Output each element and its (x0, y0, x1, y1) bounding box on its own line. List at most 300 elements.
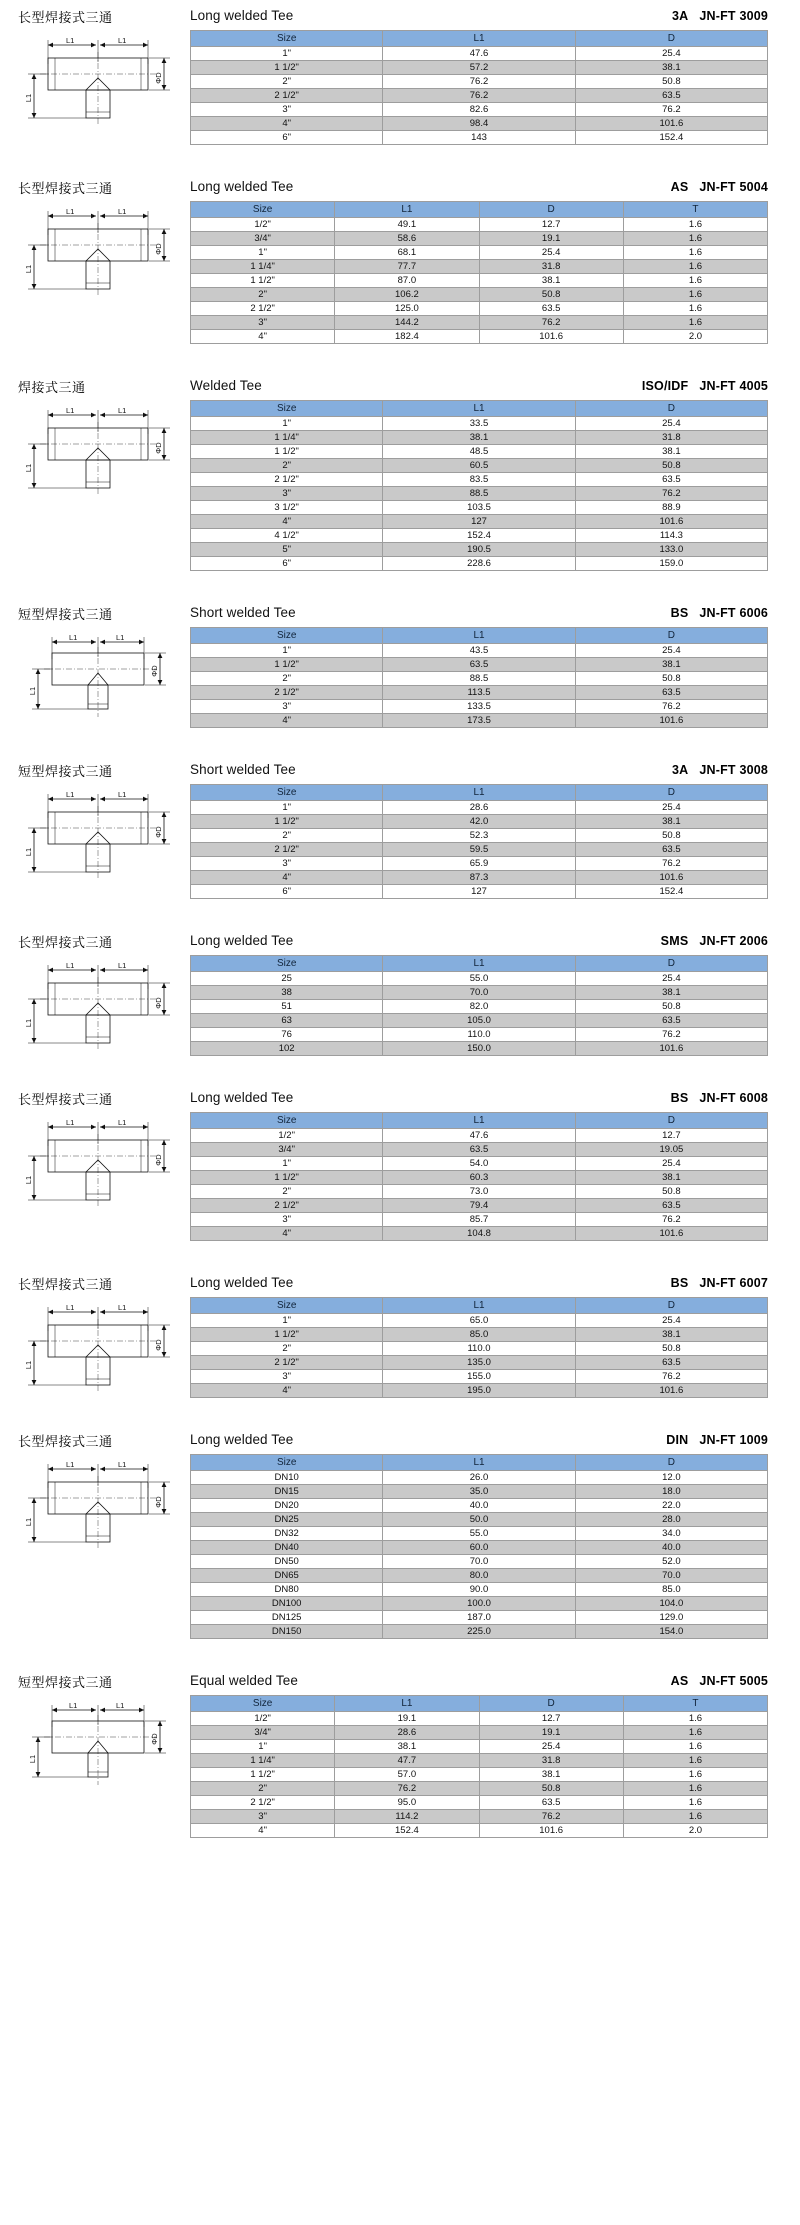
dimension-cell: 70.0 (383, 1555, 575, 1569)
table-row (191, 871, 768, 885)
svg-text:ΦD: ΦD (154, 442, 163, 454)
dimension-cell: 47.7 (335, 1754, 479, 1768)
size-cell: 102 (191, 1042, 383, 1056)
dimension-cell: 47.6 (383, 1129, 575, 1143)
table-row (191, 1485, 768, 1499)
dimension-cell: 38.1 (575, 445, 767, 459)
section-spacer (0, 899, 800, 925)
table-column (190, 1082, 800, 1241)
column-header: D (479, 1696, 623, 1712)
dimension-cell: 19.1 (335, 1712, 479, 1726)
svg-text:L1: L1 (28, 686, 37, 696)
table-column-headers (191, 785, 768, 801)
svg-text:L1: L1 (24, 1360, 33, 1370)
dimension-cell: 1.6 (623, 1740, 767, 1754)
table-header-row (190, 179, 768, 194)
table-column (190, 370, 800, 571)
dimension-cell: 127 (383, 885, 575, 899)
dimension-cell: 88.5 (383, 487, 575, 501)
tee-technical-drawing (18, 786, 186, 882)
size-cell: 2 1/2" (191, 89, 383, 103)
size-cell: DN32 (191, 1527, 383, 1541)
standard-label: AS (670, 180, 689, 194)
dimension-cell: 98.4 (383, 117, 575, 131)
product-code: JN-FT 6006 (699, 606, 769, 620)
size-cell: 3" (191, 316, 335, 330)
svg-text:L1: L1 (116, 1701, 125, 1710)
table-row (191, 1042, 768, 1056)
dimension-table (190, 955, 768, 1056)
svg-text:L1: L1 (24, 1517, 33, 1527)
dimension-cell: 57.0 (335, 1768, 479, 1782)
svg-text:L1: L1 (118, 36, 127, 45)
size-cell: 4" (191, 330, 335, 344)
dimension-cell: 50.8 (575, 1000, 767, 1014)
size-cell: 6" (191, 131, 383, 145)
dimension-cell: 125.0 (335, 302, 479, 316)
dimension-cell: 190.5 (383, 543, 575, 557)
table-row (191, 1499, 768, 1513)
size-cell: 1" (191, 1740, 335, 1754)
dimension-cell: 76.2 (383, 89, 575, 103)
dimension-cell: 38.1 (575, 658, 767, 672)
svg-text:L1: L1 (24, 1175, 33, 1185)
drawing-column (0, 171, 190, 344)
svg-text:L1: L1 (24, 463, 33, 473)
table-row (191, 557, 768, 571)
svg-text:L1: L1 (116, 633, 125, 642)
table-row (191, 1824, 768, 1838)
column-header: L1 (383, 785, 575, 801)
column-header: D (479, 202, 623, 218)
dimension-cell: 38.1 (479, 274, 623, 288)
dimension-cell: 1.6 (623, 274, 767, 288)
table-column-headers (191, 956, 768, 972)
chinese-product-title: 长型焊接式三通 (18, 935, 113, 950)
dimension-cell: 48.5 (383, 445, 575, 459)
tee-technical-drawing (18, 1114, 186, 1210)
size-cell: 51 (191, 1000, 383, 1014)
table-row (191, 714, 768, 728)
long-tee-drawing (18, 957, 186, 1053)
table-row (191, 117, 768, 131)
dimension-cell: 38.1 (575, 815, 767, 829)
table-header-row (190, 1090, 768, 1105)
table-row (191, 1129, 768, 1143)
svg-text:L1: L1 (24, 264, 33, 274)
svg-text:ΦD: ΦD (150, 665, 159, 677)
dimension-cell: 19.05 (575, 1143, 767, 1157)
table-column (190, 1424, 800, 1639)
size-cell: DN80 (191, 1583, 383, 1597)
svg-text:L1: L1 (118, 1118, 127, 1127)
table-row (191, 103, 768, 117)
table-row (191, 1611, 768, 1625)
table-row (191, 986, 768, 1000)
dimension-cell: 1.6 (623, 1768, 767, 1782)
svg-text:L1: L1 (118, 1303, 127, 1312)
product-title: Long welded Tee (190, 1275, 294, 1290)
chinese-product-title: 长型焊接式三通 (18, 1277, 113, 1292)
dimension-cell: 159.0 (575, 557, 767, 571)
dimension-cell: 40.0 (383, 1499, 575, 1513)
dimension-cell: 103.5 (383, 501, 575, 515)
dimension-cell: 76.2 (575, 1213, 767, 1227)
dimension-cell: 228.6 (383, 557, 575, 571)
svg-text:L1: L1 (66, 406, 75, 415)
dimension-cell: 28.6 (335, 1726, 479, 1740)
column-header: D (575, 956, 767, 972)
size-cell: DN25 (191, 1513, 383, 1527)
table-row (191, 1782, 768, 1796)
dimension-cell: 76.2 (383, 75, 575, 89)
svg-text:L1: L1 (66, 1460, 75, 1469)
dimension-cell: 101.6 (479, 330, 623, 344)
chinese-product-title: 长型焊接式三通 (18, 181, 113, 196)
dimension-cell: 60.5 (383, 459, 575, 473)
dimension-cell: 50.8 (575, 75, 767, 89)
column-header: D (575, 785, 767, 801)
size-cell: 2" (191, 288, 335, 302)
size-cell: 5" (191, 543, 383, 557)
spec-section (0, 370, 800, 571)
table-header-row (190, 1432, 768, 1447)
size-cell: 2" (191, 1342, 383, 1356)
chinese-product-title: 短型焊接式三通 (18, 1675, 113, 1690)
size-cell: DN15 (191, 1485, 383, 1499)
dimension-cell: 101.6 (575, 871, 767, 885)
dimension-cell: 106.2 (335, 288, 479, 302)
dimension-cell: 49.1 (335, 218, 479, 232)
section-spacer (0, 728, 800, 754)
dimension-cell: 143 (383, 131, 575, 145)
table-row (191, 1143, 768, 1157)
dimension-cell: 38.1 (479, 1768, 623, 1782)
dimension-cell: 12.7 (479, 1712, 623, 1726)
tee-technical-drawing (18, 1697, 186, 1793)
dimension-cell: 113.5 (383, 686, 575, 700)
spec-section (0, 1267, 800, 1398)
drawing-column (0, 0, 190, 145)
dimension-cell: 57.2 (383, 61, 575, 75)
column-header: Size (191, 956, 383, 972)
table-header-row (190, 8, 768, 23)
table-row (191, 885, 768, 899)
standard-and-code (642, 379, 768, 393)
table-row (191, 972, 768, 986)
column-header: Size (191, 1696, 335, 1712)
standard-label: DIN (666, 1433, 689, 1447)
size-cell: 3" (191, 1213, 383, 1227)
table-row (191, 1342, 768, 1356)
size-cell: 2" (191, 829, 383, 843)
dimension-cell: 144.2 (335, 316, 479, 330)
svg-text:ΦD: ΦD (154, 997, 163, 1009)
dimension-cell: 1.6 (623, 1782, 767, 1796)
dimension-cell: 129.0 (575, 1611, 767, 1625)
product-code: JN-FT 6008 (699, 1091, 769, 1105)
svg-text:L1: L1 (118, 1460, 127, 1469)
size-cell: 6" (191, 557, 383, 571)
dimension-cell: 150.0 (383, 1042, 575, 1056)
column-header: L1 (383, 956, 575, 972)
dimension-table (190, 400, 768, 571)
column-header: T (623, 202, 767, 218)
table-row (191, 302, 768, 316)
table-row (191, 843, 768, 857)
size-cell: 1/2" (191, 218, 335, 232)
table-column-headers (191, 401, 768, 417)
size-cell: 3/4" (191, 1143, 383, 1157)
dimension-cell: 1.6 (623, 1726, 767, 1740)
table-row (191, 1028, 768, 1042)
column-header: Size (191, 628, 383, 644)
dimension-cell: 18.0 (575, 1485, 767, 1499)
dimension-cell: 104.8 (383, 1227, 575, 1241)
dimension-cell: 68.1 (335, 246, 479, 260)
standard-and-code (666, 1433, 768, 1447)
dimension-cell: 101.6 (575, 1384, 767, 1398)
dimension-cell: 63.5 (383, 658, 575, 672)
standard-label: BS (670, 606, 689, 620)
table-row (191, 1356, 768, 1370)
dimension-cell: 22.0 (575, 1499, 767, 1513)
size-cell: 3/4" (191, 1726, 335, 1740)
table-row (191, 1768, 768, 1782)
table-row (191, 1370, 768, 1384)
table-row (191, 815, 768, 829)
table-column (190, 1267, 800, 1398)
size-cell: 4" (191, 515, 383, 529)
dimension-cell: 55.0 (383, 972, 575, 986)
dimension-cell: 26.0 (383, 1471, 575, 1485)
table-row (191, 501, 768, 515)
svg-text:ΦD: ΦD (154, 243, 163, 255)
dimension-cell: 154.0 (575, 1625, 767, 1639)
long-tee-drawing (18, 1299, 186, 1395)
svg-text:ΦD: ΦD (154, 826, 163, 838)
product-title: Short welded Tee (190, 762, 296, 777)
dimension-cell: 34.0 (575, 1527, 767, 1541)
size-cell: 2 1/2" (191, 473, 383, 487)
product-title: Long welded Tee (190, 8, 294, 23)
dimension-cell: 50.8 (575, 459, 767, 473)
standard-label: BS (670, 1091, 689, 1105)
svg-text:L1: L1 (28, 1754, 37, 1764)
dimension-cell: 1.6 (623, 288, 767, 302)
dimension-cell: 50.8 (575, 672, 767, 686)
size-cell: 6" (191, 885, 383, 899)
dimension-cell: 101.6 (575, 1042, 767, 1056)
tee-technical-drawing (18, 1299, 186, 1395)
dimension-cell: 63.5 (575, 1199, 767, 1213)
long-tee-drawing (18, 786, 186, 882)
dimension-cell: 25.4 (575, 1157, 767, 1171)
dimension-cell: 31.8 (575, 431, 767, 445)
table-row (191, 1000, 768, 1014)
spec-section (0, 171, 800, 344)
dimension-cell: 25.4 (479, 1740, 623, 1754)
product-title: Long welded Tee (190, 1090, 294, 1105)
short-tee-drawing (18, 1697, 186, 1793)
dimension-cell: 50.8 (479, 1782, 623, 1796)
size-cell: 3" (191, 1370, 383, 1384)
size-cell: 1" (191, 417, 383, 431)
size-cell: DN50 (191, 1555, 383, 1569)
table-row (191, 1014, 768, 1028)
table-row (191, 1597, 768, 1611)
table-row (191, 218, 768, 232)
size-cell: 3" (191, 700, 383, 714)
spec-section (0, 1665, 800, 1838)
size-cell: 2 1/2" (191, 1796, 335, 1810)
table-row (191, 1185, 768, 1199)
table-row (191, 1555, 768, 1569)
standard-and-code (671, 1674, 768, 1688)
dimension-cell: 63.5 (575, 843, 767, 857)
dimension-cell: 63.5 (575, 686, 767, 700)
dimension-cell: 42.0 (383, 815, 575, 829)
dimension-cell: 1.6 (623, 316, 767, 330)
dimension-cell: 83.5 (383, 473, 575, 487)
product-code: JN-FT 6007 (699, 1276, 769, 1290)
dimension-cell: 1.6 (623, 232, 767, 246)
svg-text:L1: L1 (66, 961, 75, 970)
long-tee-drawing (18, 1456, 186, 1552)
standard-and-code (661, 934, 768, 948)
table-row (191, 1213, 768, 1227)
dimension-cell: 38.1 (383, 431, 575, 445)
svg-text:L1: L1 (24, 847, 33, 857)
tee-technical-drawing (18, 32, 186, 128)
dimension-cell: 55.0 (383, 1527, 575, 1541)
dimension-cell: 33.5 (383, 417, 575, 431)
dimension-cell: 101.6 (575, 714, 767, 728)
product-title: Long welded Tee (190, 1432, 294, 1447)
table-header-row (190, 1673, 768, 1688)
dimension-cell: 110.0 (383, 1028, 575, 1042)
table-row (191, 232, 768, 246)
table-column-headers (191, 31, 768, 47)
dimension-cell: 76.2 (479, 316, 623, 330)
table-header-row (190, 762, 768, 777)
dimension-cell: 50.0 (383, 1513, 575, 1527)
dimension-cell: 2.0 (623, 330, 767, 344)
dimension-cell: 101.6 (575, 515, 767, 529)
table-column (190, 0, 800, 145)
size-cell: 2" (191, 1185, 383, 1199)
dimension-cell: 1.6 (623, 302, 767, 316)
dimension-table (190, 1454, 768, 1639)
dimension-cell: 50.8 (479, 288, 623, 302)
dimension-cell: 77.7 (335, 260, 479, 274)
dimension-cell: 65.9 (383, 857, 575, 871)
table-row (191, 1541, 768, 1555)
svg-text:ΦD: ΦD (154, 1154, 163, 1166)
table-row (191, 288, 768, 302)
table-row (191, 1157, 768, 1171)
dimension-cell: 187.0 (383, 1611, 575, 1625)
dimension-cell: 105.0 (383, 1014, 575, 1028)
short-tee-drawing (18, 629, 186, 725)
chinese-product-title: 短型焊接式三通 (18, 607, 113, 622)
svg-text:L1: L1 (66, 207, 75, 216)
dimension-cell: 127 (383, 515, 575, 529)
column-header: L1 (383, 628, 575, 644)
table-row (191, 1471, 768, 1485)
dimension-cell: 63.5 (479, 302, 623, 316)
section-spacer (0, 1639, 800, 1665)
column-header: D (575, 1455, 767, 1471)
dimension-cell: 19.1 (479, 1726, 623, 1740)
dimension-cell: 90.0 (383, 1583, 575, 1597)
dimension-cell: 28.6 (383, 801, 575, 815)
size-cell: 3/4" (191, 232, 335, 246)
size-cell: 1/2" (191, 1712, 335, 1726)
size-cell: 2 1/2" (191, 1356, 383, 1370)
svg-text:L1: L1 (69, 1701, 78, 1710)
table-row (191, 672, 768, 686)
table-row (191, 857, 768, 871)
dimension-cell: 35.0 (383, 1485, 575, 1499)
table-row (191, 330, 768, 344)
dimension-cell: 40.0 (575, 1541, 767, 1555)
table-row (191, 515, 768, 529)
dimension-cell: 63.5 (575, 1356, 767, 1370)
table-row (191, 529, 768, 543)
table-row (191, 260, 768, 274)
dimension-cell: 38.1 (575, 61, 767, 75)
standard-and-code (671, 1091, 768, 1105)
dimension-table (190, 784, 768, 899)
svg-text:ΦD: ΦD (150, 1733, 159, 1745)
dimension-cell: 152.4 (383, 529, 575, 543)
dimension-cell: 38.1 (575, 1171, 767, 1185)
size-cell: 1" (191, 1157, 383, 1171)
size-cell: 1 1/2" (191, 1768, 335, 1782)
size-cell: 2 1/2" (191, 1199, 383, 1213)
svg-text:L1: L1 (118, 406, 127, 415)
column-header: Size (191, 1298, 383, 1314)
dimension-cell: 25.4 (575, 47, 767, 61)
size-cell: 3" (191, 1810, 335, 1824)
table-row (191, 246, 768, 260)
dimension-cell: 95.0 (335, 1796, 479, 1810)
column-header: D (575, 401, 767, 417)
dimension-cell: 54.0 (383, 1157, 575, 1171)
table-row (191, 1314, 768, 1328)
table-row (191, 1199, 768, 1213)
size-cell: 2 1/2" (191, 686, 383, 700)
table-row (191, 131, 768, 145)
dimension-cell: 60.0 (383, 1541, 575, 1555)
size-cell: 2" (191, 75, 383, 89)
dimension-cell: 65.0 (383, 1314, 575, 1328)
svg-text:L1: L1 (24, 93, 33, 103)
drawing-column (0, 370, 190, 571)
column-header: L1 (383, 401, 575, 417)
table-row (191, 89, 768, 103)
chinese-product-title: 长型焊接式三通 (18, 1092, 113, 1107)
size-cell: 3 1/2" (191, 501, 383, 515)
column-header: Size (191, 401, 383, 417)
dimension-cell: 79.4 (383, 1199, 575, 1213)
size-cell: 3" (191, 103, 383, 117)
dimension-cell: 76.2 (575, 700, 767, 714)
svg-text:L1: L1 (24, 1018, 33, 1028)
spec-section (0, 1082, 800, 1241)
size-cell: 1 1/2" (191, 61, 383, 75)
